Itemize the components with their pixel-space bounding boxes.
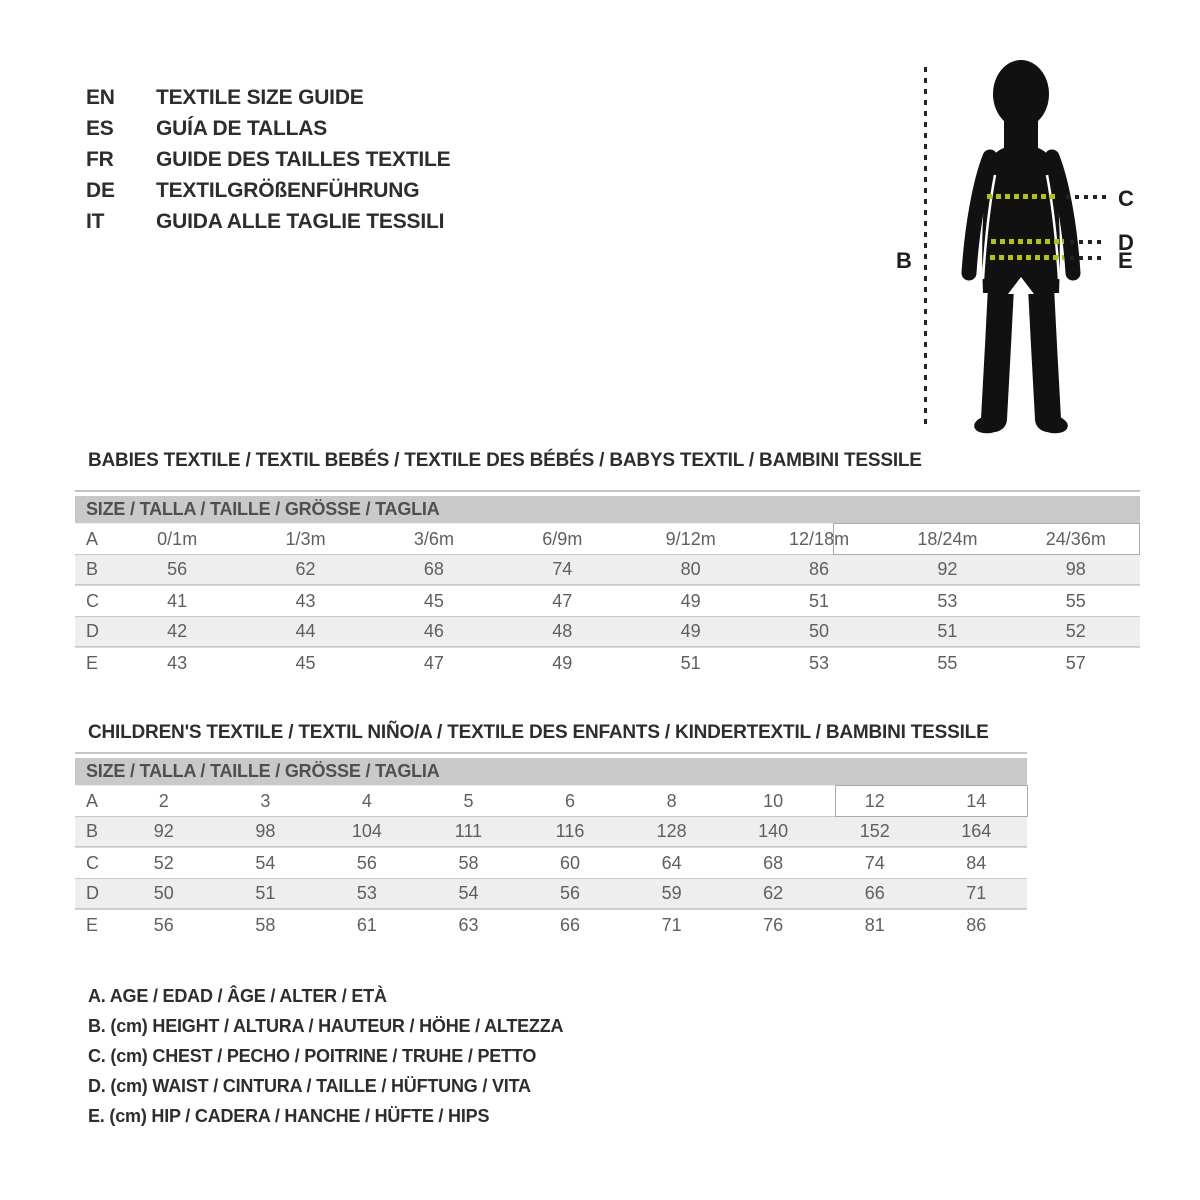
row-label: D [86,883,99,903]
babies-section-title: BABIES TEXTILE / TEXTIL BEBÉS / TEXTILE DES BÉBÉS / BABYS TEXTIL / BAMBINI TESSILE [88,450,922,471]
value-cell: 12 [864,790,885,811]
silhouette-right-leg [1041,287,1048,419]
value-cell: 51 [809,590,830,611]
value-cell: 6 [565,790,576,811]
table-row [75,647,1140,678]
value-cell: 84 [966,852,987,873]
row-label: E [86,652,99,673]
table-row [75,616,1140,647]
value-cell: 92 [153,821,174,841]
legend-item-height: B. (cm) HEIGHT / ALTURA / HAUTEUR / HÖHE / ALTEZZA [88,1015,564,1036]
value-cell: 86 [809,559,830,579]
value-cell: 46 [423,621,444,641]
legend-item-hip: E. (cm) HIP / CADERA / HANCHE / HÜFTE / HIPS [88,1105,490,1126]
babies-size-table [75,490,1140,678]
value-cell: 41 [167,590,188,611]
value-cell: 59 [661,883,682,903]
children-size-highlight-box [835,785,1028,817]
hip-measure-line [990,255,1064,260]
value-cell: 1/3m [285,528,326,549]
value-cell: 51 [255,883,276,903]
value-cell: 51 [680,652,701,673]
value-cell: 6/9m [542,528,583,549]
value-cell: 49 [680,590,701,611]
silhouette-neck [1004,113,1038,149]
row-label: C [86,852,99,873]
silhouette-left-leg [994,287,1001,419]
value-cell: 52 [1065,621,1086,641]
table-row [75,585,1140,616]
value-cell: 0/1m [157,528,198,549]
row-label: B [86,559,99,579]
value-cell: 86 [966,914,987,935]
value-cell: 55 [937,652,958,673]
value-cell: 111 [454,821,483,841]
waist-connector-line [1070,240,1106,244]
value-cell: 47 [423,652,444,673]
language-title: TEXTILE SIZE GUIDE [156,85,364,109]
value-cell: 12/18m [789,528,850,549]
value-cell: 58 [255,914,276,935]
value-cell: 3/6m [413,528,454,549]
value-cell: 50 [153,883,174,903]
row-label: A [86,790,99,811]
value-cell: 54 [458,883,479,903]
value-cell: 2 [158,790,169,811]
value-cell: 81 [864,914,885,935]
language-code: FR [86,147,114,171]
language-title: TEXTILGRÖßENFÜHRUNG [156,178,420,202]
value-cell: 24/36m [1045,528,1106,549]
value-cell: 74 [552,559,573,579]
children-size-table [75,752,1027,940]
value-cell: 45 [295,652,316,673]
measurement-legend [88,981,563,1131]
table-row [75,878,1027,909]
language-row-it [86,206,450,237]
row-label: B [86,821,99,841]
value-cell: 56 [153,914,174,935]
table-row [75,554,1140,585]
chest-connector-line [1066,195,1106,199]
value-cell: 58 [458,852,479,873]
value-cell: 64 [661,852,682,873]
language-row-de [86,175,450,206]
waist-label: D [1118,230,1134,255]
value-cell: 66 [864,883,885,903]
value-cell: 10 [763,790,784,811]
value-cell: 68 [423,559,444,579]
table-row [75,816,1027,847]
value-cell: 5 [463,790,474,811]
table-row [75,847,1027,878]
value-cell: 66 [560,914,581,935]
value-cell: 18/24m [917,528,978,549]
value-cell: 52 [153,852,174,873]
value-cell: 53 [937,590,958,611]
hip-label: E [1118,248,1133,273]
value-cell: 71 [661,914,682,935]
row-label: A [86,528,99,549]
value-cell: 42 [167,621,188,641]
language-row-es [86,113,450,144]
language-row-fr [86,144,450,175]
row-label: C [86,590,99,611]
language-code: DE [86,178,115,202]
value-cell: 140 [758,821,789,841]
value-cell: 48 [552,621,573,641]
value-cell: 56 [356,852,377,873]
value-cell: 55 [1065,590,1086,611]
value-cell: 104 [351,821,382,841]
value-cell: 61 [356,914,377,935]
value-cell: 92 [937,559,958,579]
value-cell: 54 [255,852,276,873]
value-cell: 128 [656,821,687,841]
value-cell: 3 [260,790,271,811]
language-code: ES [86,116,114,140]
row-label: D [86,621,99,641]
value-cell: 74 [864,852,885,873]
language-list [86,82,450,237]
value-cell: 98 [1065,559,1086,579]
value-cell: 49 [680,621,701,641]
babies-size-highlight-box [833,523,1140,555]
value-cell: 76 [763,914,784,935]
value-cell: 45 [423,590,444,611]
hip-connector-line [1070,256,1106,260]
language-row-en [86,82,450,113]
value-cell: 43 [167,652,188,673]
waist-measure-line [991,239,1064,244]
value-cell: 51 [937,621,958,641]
value-cell: 49 [552,652,573,673]
value-cell: 98 [255,821,276,841]
language-code: EN [86,85,115,109]
children-section-title: CHILDREN'S TEXTILE / TEXTIL NIÑO/A / TEXTILE DES ENFANTS / KINDERTEXTIL / BAMBINI TESSILE [88,722,989,743]
value-cell: 53 [356,883,377,903]
value-cell: 47 [552,590,573,611]
language-title: GUÍA DE TALLAS [156,116,328,140]
child-silhouette [940,55,1110,445]
value-cell: 44 [295,621,316,641]
value-cell: 43 [295,590,316,611]
value-cell: 50 [809,621,830,641]
value-cell: 4 [361,790,372,811]
chest-measure-line [987,194,1056,199]
language-code: IT [86,209,105,233]
legend-item-chest: C. (cm) CHEST / PECHO / POITRINE / TRUHE / PETTO [88,1045,537,1066]
value-cell: 60 [560,852,581,873]
value-cell: 62 [763,883,784,903]
value-cell: 152 [859,821,890,841]
legend-item-waist: D. (cm) WAIST / CINTURA / TAILLE / HÜFTUNG / VITA [88,1075,531,1096]
size-table-header: SIZE / TALLA / TAILLE / GRÖSSE / TAGLIA [75,496,1140,523]
value-cell: 14 [966,790,987,811]
value-cell: 9/12m [665,528,716,549]
value-cell: 56 [560,883,581,903]
value-cell: 164 [961,821,992,841]
height-measure-line [924,67,927,430]
value-cell: 53 [809,652,830,673]
value-cell: 57 [1065,652,1086,673]
value-cell: 63 [458,914,479,935]
value-cell: 62 [295,559,316,579]
value-cell: 56 [167,559,188,579]
value-cell: 68 [763,852,784,873]
value-cell: 71 [966,883,987,903]
language-title: GUIDE DES TAILLES TEXTILE [156,147,451,171]
size-table-header: SIZE / TALLA / TAILLE / GRÖSSE / TAGLIA [75,758,1027,785]
table-row [75,909,1027,940]
height-label: B [896,248,912,273]
row-label: E [86,914,99,935]
value-cell: 116 [555,821,585,841]
value-cell: 8 [666,790,677,811]
language-title: GUIDA ALLE TAGLIE TESSILI [156,209,445,233]
value-cell: 80 [680,559,701,579]
chest-label: C [1118,186,1134,211]
legend-item-age: A. AGE / EDAD / ÂGE / ALTER / ETÀ [88,985,387,1006]
